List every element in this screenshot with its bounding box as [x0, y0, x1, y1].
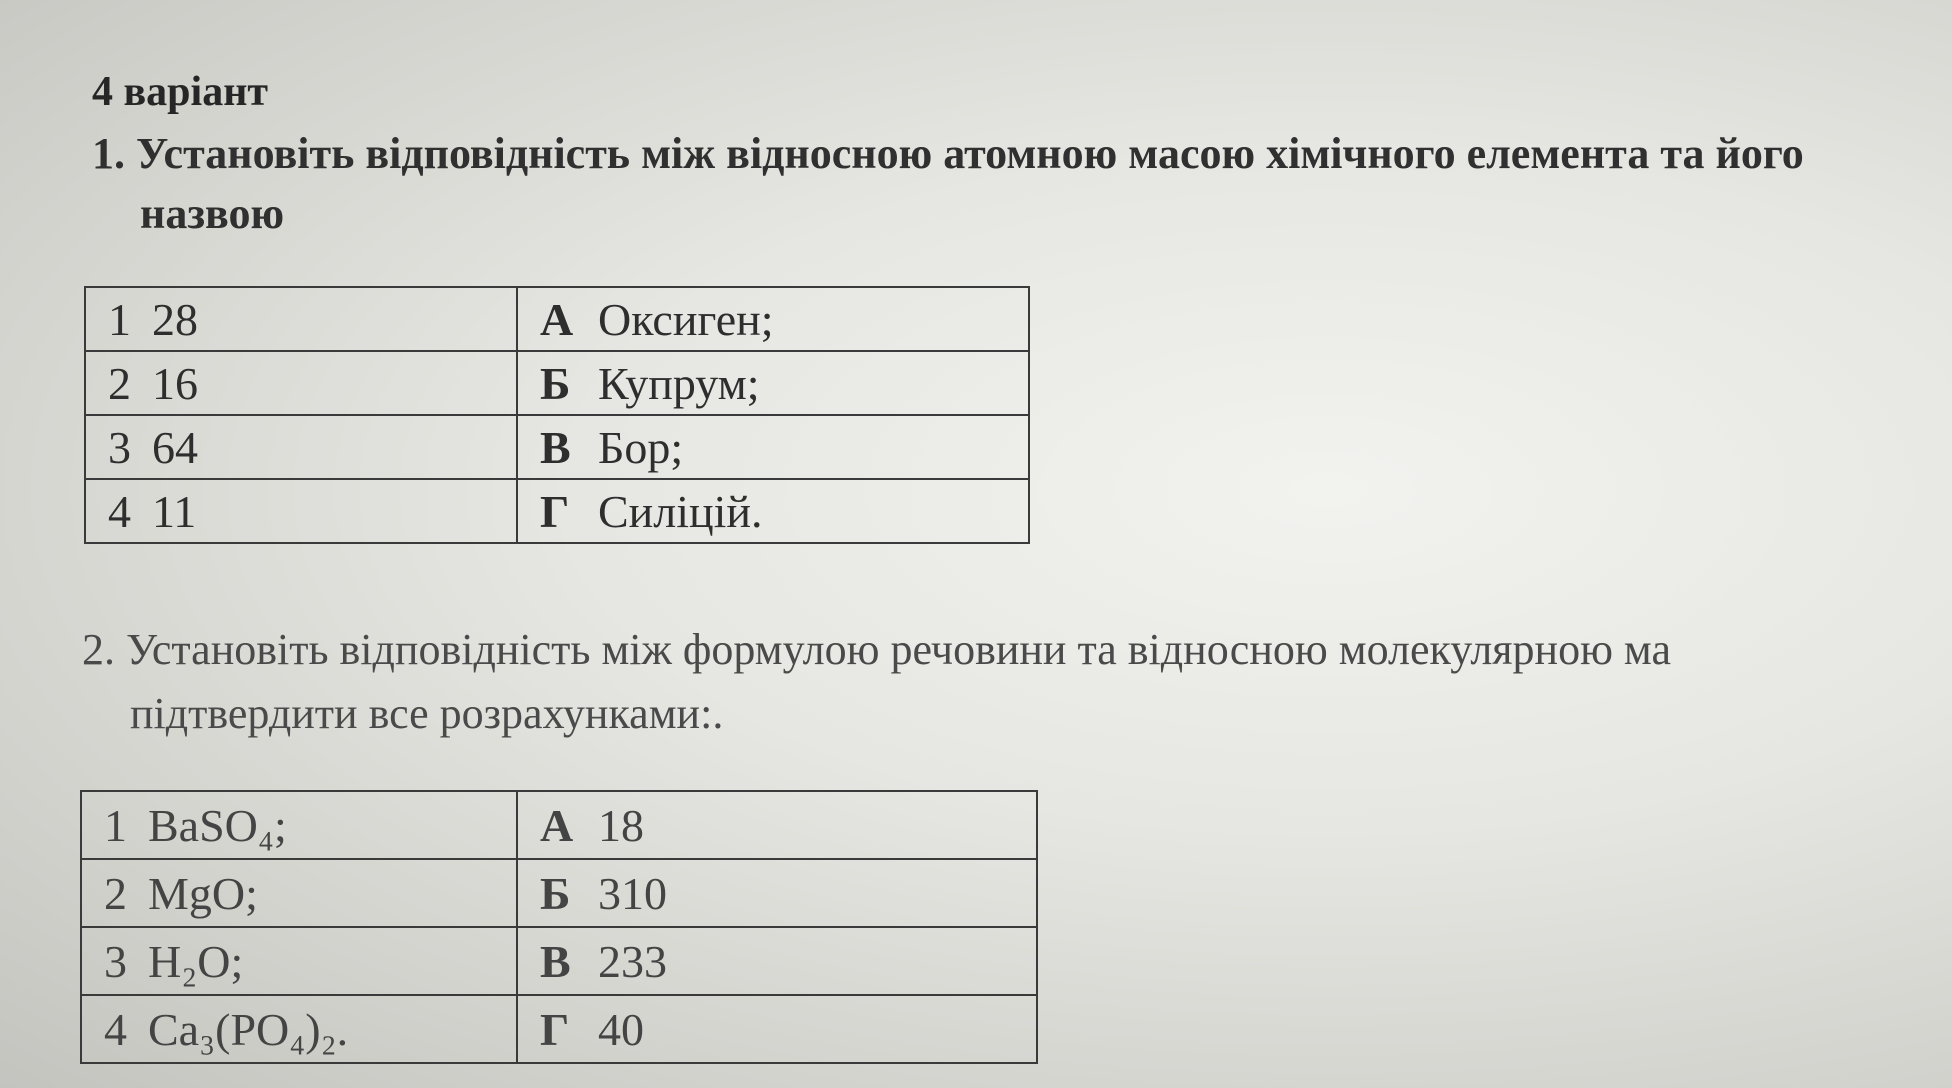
task1-left-cell: [85, 287, 517, 351]
task2-left-cell: [81, 859, 517, 927]
table-row: [81, 859, 1037, 927]
chemical-formula: H₂O;: [148, 935, 244, 987]
answer-letter: Г: [540, 1003, 570, 1055]
task2-left-cell: [81, 927, 517, 995]
element-name: Силіцій.: [598, 485, 763, 537]
element-name: Оксиген;: [598, 293, 774, 345]
task1-left-cell: [85, 415, 517, 479]
answer-letter: В: [540, 935, 571, 987]
molecular-mass-value: 233: [598, 935, 667, 987]
task1-matching-table: [84, 286, 1030, 544]
task1-question-line2: назвою: [140, 189, 285, 238]
row-number: 1: [108, 293, 131, 345]
table-row: [85, 479, 1029, 543]
task1-question-text: Установіть відповідність між відносною атомною масою хімічного елемента та його: [136, 129, 1804, 178]
chemical-formula: Ca₃(PO₄)₂.: [148, 1003, 349, 1055]
atomic-mass-value: 28: [152, 293, 198, 345]
task1-right-cell: [517, 479, 1029, 543]
atomic-mass-value: 64: [152, 421, 198, 473]
task2-left-cell: [81, 995, 517, 1063]
answer-letter: Б: [540, 357, 571, 409]
task2-question-text: Установіть відповідність між формулою речовини та відносною молекулярною ма: [126, 625, 1672, 674]
task2-right-cell: [517, 791, 1037, 859]
variant-heading: 4 варіант: [92, 69, 269, 115]
task1-number: 1.: [92, 129, 125, 178]
table-row: [81, 995, 1037, 1063]
molecular-mass-value: 18: [598, 799, 644, 851]
task2-right-cell: [517, 927, 1037, 995]
task1-question-line1: [92, 128, 1804, 179]
answer-letter: А: [540, 293, 574, 345]
table-row: [81, 791, 1037, 859]
molecular-mass-value: 310: [598, 867, 667, 919]
task2-left-cell: [81, 791, 517, 859]
task1-right-cell: [517, 415, 1029, 479]
element-name: Бор;: [598, 421, 684, 473]
task2-number: 2.: [82, 625, 115, 674]
row-number: 3: [108, 421, 131, 473]
answer-letter: В: [540, 421, 571, 473]
row-number: 2: [104, 867, 127, 919]
element-name: Купрум;: [598, 357, 760, 409]
molecular-mass-value: 40: [598, 1003, 644, 1055]
atomic-mass-value: 16: [152, 357, 198, 409]
task2-matching-table: [80, 790, 1038, 1064]
row-number: 3: [104, 935, 127, 987]
table-row: [81, 927, 1037, 995]
row-number: 2: [108, 357, 131, 409]
table-row: [85, 287, 1029, 351]
row-number: 4: [108, 485, 131, 537]
chemical-formula: MgO;: [148, 867, 258, 919]
chemical-formula: BaSO₄;: [148, 799, 287, 851]
task1-left-cell: [85, 351, 517, 415]
answer-letter: Б: [540, 867, 571, 919]
answer-letter: Г: [540, 485, 570, 537]
table-row: [85, 415, 1029, 479]
task2-right-cell: [517, 859, 1037, 927]
task2-question-line1: [82, 624, 1671, 675]
table-row: [85, 351, 1029, 415]
task2-question-line2: підтвердити все розрахунками:.: [130, 689, 724, 738]
task2-right-cell: [517, 995, 1037, 1063]
task1-left-cell: [85, 479, 517, 543]
answer-letter: А: [540, 799, 574, 851]
row-number: 1: [104, 799, 127, 851]
task1-right-cell: [517, 351, 1029, 415]
atomic-mass-value: 11: [152, 485, 197, 537]
task1-right-cell: [517, 287, 1029, 351]
row-number: 4: [104, 1003, 127, 1055]
